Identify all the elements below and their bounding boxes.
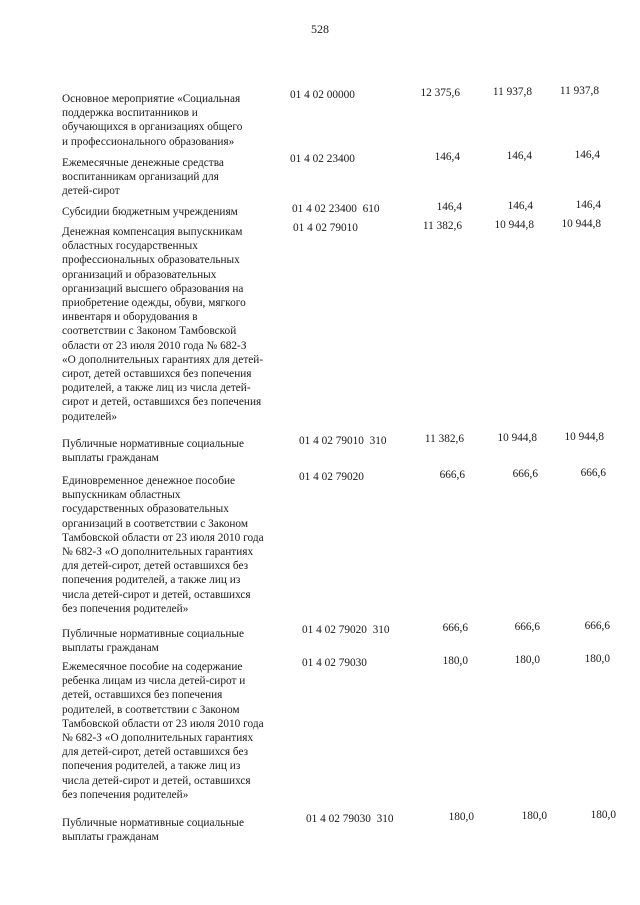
row-value-year2: 180,0 [521,810,547,822]
row-code: 01 4 02 23400 [290,153,355,165]
row-value-year3: 10 944,8 [561,218,601,230]
row-code: 01 4 02 79010 310 [299,435,387,447]
row-description: Ежемесячные денежные средства воспитанникам организаций для детей-сирот [62,157,224,198]
row-description: Денежная компенсация выпускникам областных государственных профессиональных образовательных организаций и образовательных организаций высшего образования на приобретение одежды, обуви, мягкого инвентаря и оборудования в соответствии с Законом Тамбовской области от 23 июля 2010 года № 682-З «О дополнительных гарантиях для детей- сирот, детей оставшихся без попечения родителей, а также лиц из числа детей- сирот и детей, оставшихся без попечения родителей» [62,226,264,423]
row-value-year2: 666,6 [512,468,538,480]
row-value-year2: 146,4 [507,200,533,212]
row-description: Публичные нормативные социальные выплаты гражданам [62,628,245,655]
row-value-year1: 180,0 [448,811,474,823]
row-value-year2: 666,6 [514,621,540,633]
row-code: 01 4 02 00000 [290,89,355,101]
row-value-year3: 10 944,8 [564,431,604,443]
page-number: 528 [311,22,329,36]
row-description: Основное мероприятие «Социальная поддержка воспитанников и обучающихся в организациях общего и профессионального образования» [62,93,243,148]
row-value-year2: 146,4 [506,150,532,162]
row-description: Публичные нормативные социальные выплаты гражданам [62,817,245,844]
row-code: 01 4 02 79020 [299,471,364,483]
row-value-year3: 180,0 [584,653,610,665]
row-description: Единовременное денежное пособие выпускникам областных государственных образовательных организаций в соответствии с Законом Тамбовской области от 23 июля 2010 года № 682-З «О дополнительных гарантиях для детей-сирот, детей оставшихся без попечения родителей, а также лиц из числа детей-сирот и детей, оставшихся без попечения родителей» [62,475,264,615]
row-value-year1: 146,4 [434,151,460,163]
row-value-year3: 146,4 [575,199,601,211]
row-value-year3: 666,6 [580,467,606,479]
row-value-year2: 180,0 [514,654,540,666]
row-value-year3: 146,4 [574,149,600,161]
row-code: 01 4 02 79010 [293,222,358,234]
row-value-year3: 11 937,8 [559,85,599,97]
row-value-year3: 666,6 [584,620,610,632]
row-code: 01 4 02 79030 [302,657,367,669]
row-value-year2: 10 944,8 [497,432,537,444]
row-value-year1: 666,6 [442,622,468,634]
row-value-year2: 11 937,8 [492,86,532,98]
row-code: 01 4 02 79020 310 [302,624,390,636]
row-description: Субсидии бюджетным учреждениям [62,206,238,218]
row-value-year1: 11 382,6 [422,220,462,232]
row-value-year1: 12 375,6 [420,87,460,99]
row-value-year3: 180,0 [590,809,616,821]
row-code: 01 4 02 79030 310 [306,813,394,825]
row-value-year2: 10 944,8 [494,219,534,231]
row-code: 01 4 02 23400 610 [292,203,380,215]
row-value-year1: 146,4 [436,201,462,213]
row-value-year1: 180,0 [442,655,468,667]
row-description: Ежемесячное пособие на содержание ребенка лицам из числа детей-сирот и детей, оставшихся без попечения родителей, в соответствии с Законом Тамбовской области от 23 июля 2010 года № 682-З «О дополнительных гарантиях для детей-сирот, детей оставшихся без попечения родителей, а также лиц из числа детей-сирот и детей, оставшихся без попечения родителей» [62,661,264,801]
row-value-year1: 666,6 [439,469,465,481]
row-description: Публичные нормативные социальные выплаты гражданам [62,438,245,465]
row-value-year1: 11 382,6 [424,433,464,445]
